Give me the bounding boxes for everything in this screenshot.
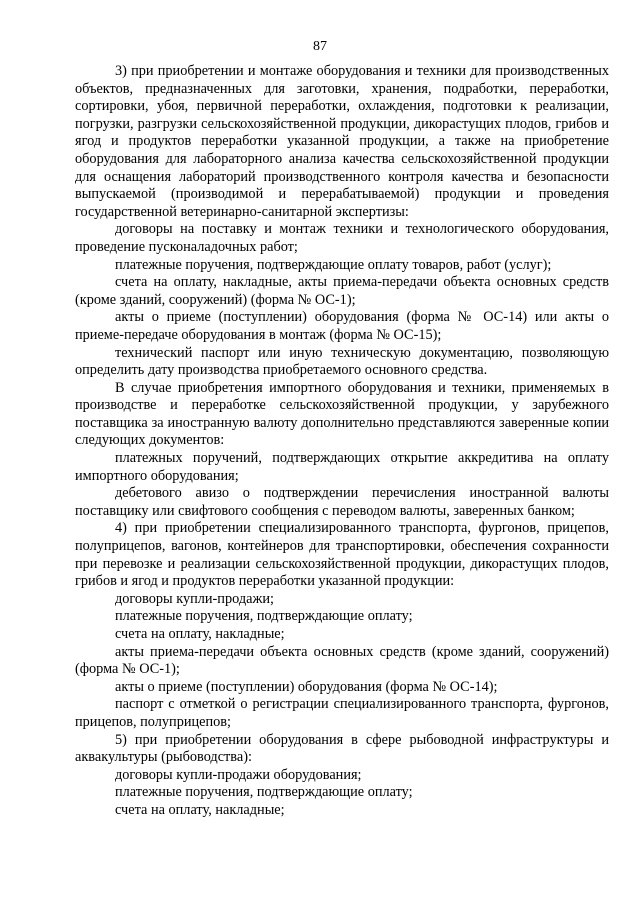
paragraph-debit-advice: дебетового авизо о подтверждении перечисления иностранной валюты поставщику или свифтового сообщения с переводом валюты, заверенных банком; bbox=[75, 485, 609, 519]
paragraph-invoices-os1: счета на оплату, накладные, акты приема-передачи объекта основных средств (кроме зданий, сооружений) (форма № ОС-1); bbox=[75, 274, 609, 308]
paragraph-invoices-2: счета на оплату, накладные; bbox=[115, 801, 285, 818]
paragraph-letter-of-credit: платежных поручений, подтверждающих открытие аккредитива на оплату импортного оборудования; bbox=[75, 450, 609, 484]
page-number: 87 bbox=[313, 39, 327, 54]
paragraph-invoices: счета на оплату, накладные; bbox=[115, 626, 285, 642]
paragraph-registration-passport: паспорт с отметкой о регистрации специализированного транспорта, фургонов, прицепов, полуприцепов; bbox=[75, 696, 609, 730]
paragraph-payment-confirmation: платежные поручения, подтверждающие оплату; bbox=[115, 608, 413, 625]
paragraph-technical-passport: технический паспорт или иную техническую документацию, позволяющую определить дату производства приобретаемого основного средства. bbox=[75, 344, 609, 379]
paragraph-item-4-transport: 4) при приобретении специализированного транспорта, фургонов, прицепов, полуприцепов, вагонов, контейнеров для транспортировки, обеспечения сохранности при перевозке и реализации сельскохозяйственной продукции, дикорастущих плодов, грибов и ягод и продуктов переработки указанной продукции: bbox=[75, 520, 609, 590]
document-body bbox=[75, 63, 609, 820]
paragraph-payment-orders: платежные поручения, подтверждающие оплату товаров, работ (услуг); bbox=[115, 256, 552, 273]
paragraph-imported-equipment: В случае приобретения импортного оборудования и техники, применяемых в производстве и переработке сельскохозяйственной продукции, у зарубежного поставщика за иностранную валюту дополнительно представляются заверенные копии следующих документов: bbox=[75, 379, 609, 449]
paragraph-item-5-fish-farming: 5) при приобретении оборудования в сфере рыбоводной инфраструктуры и аквакультуры (рыбоводства): bbox=[75, 731, 609, 766]
paragraph-acts-os14-os15: акты о приеме (поступлении) оборудования (форма № ОС-14) или акты о приеме-передаче оборудования в монтаж (форма № ОС-15); bbox=[75, 309, 609, 343]
paragraph-equipment-sale-contracts: договоры купли-продажи оборудования; bbox=[115, 766, 362, 783]
paragraph-item-3-equipment: 3) при приобретении и монтаже оборудования и техники для производственных объектов, предназначенных для заготовки, хранения, подработки, переработки, сортировки, убоя, первичной переработки, охлаждения, подготовки к реализации, погрузки, разгрузки сельскохозяйственной продукции, дикорастущих плодов, грибов и ягод и продуктов переработки указанной продукции, а также на приобретение оборудования для лабораторного анализа качества сельскохозяйственной продукции для оснащения лабораторий производственного контроля качества и безопасности выпускаемой (производимой и перерабатываемой) продукции и проведения государственной ветеринарно-санитарной экспертизы: bbox=[75, 63, 609, 220]
paragraph-payment-confirmation-2: платежные поручения, подтверждающие оплату; bbox=[115, 784, 413, 801]
paragraph-supply-contracts: договоры на поставку и монтаж техники и технологического оборудования, проведение пусконаладочных работ; bbox=[75, 221, 609, 255]
paragraph-sale-contracts: договоры купли-продажи; bbox=[115, 590, 274, 607]
paragraph-acts-os1: акты приема-передачи объекта основных средств (кроме зданий, сооружений) (форма № ОС-1); bbox=[75, 643, 609, 678]
paragraph-acts-os14: акты о приеме (поступлении) оборудования (форма № ОС-14); bbox=[115, 678, 498, 695]
